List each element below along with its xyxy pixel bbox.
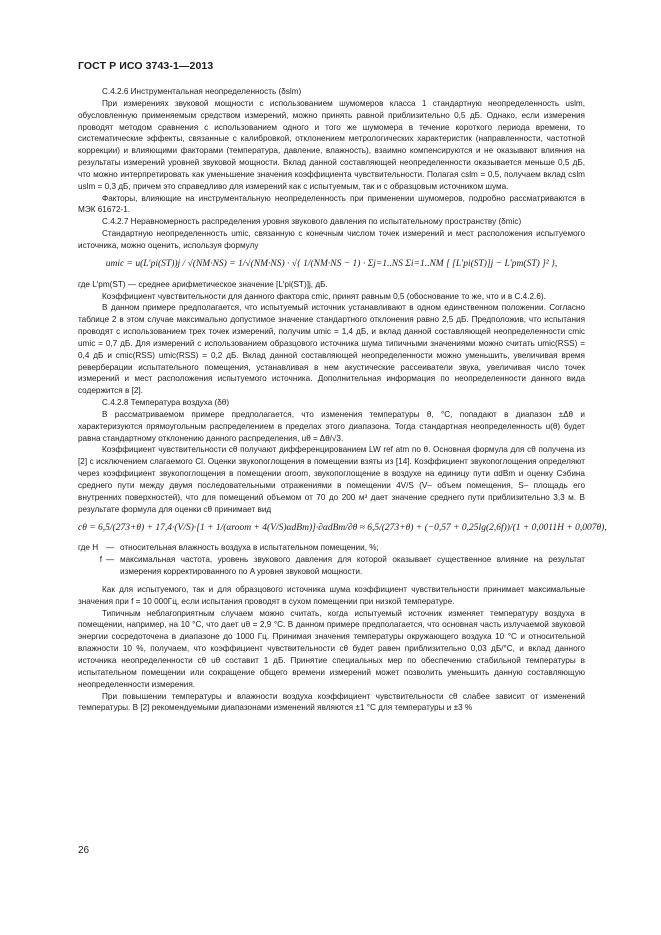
formula-umic: umic = u(L′pi(ST))j / √(NM·NS) = 1/√(NM·NS) · √{ 1/(NM·NS − 1) · Σj=1..NS Σi=1..NM [ [L′pi(ST)]j − L′pm(ST) ]² }, — [105, 258, 558, 269]
page-header-title: ГОСТ Р ИСО 3743-1—2013 — [78, 60, 214, 72]
definition-list — [78, 542, 585, 578]
paragraph: Стандартную неопределенность umic, связанную с конечным числом точек измерений и мест расположения испытуемого источника, можно оценить, используя формулу — [78, 229, 585, 250]
section-heading-c427: C.4.2.7 Неравномерность распределения уровня звукового давления по испытательному пространству (δmic) — [102, 217, 522, 227]
section-heading-c426: C.4.2.6 Инструментальная неопределенность (δslm) — [102, 87, 302, 96]
paragraph: где L′pm(ST) — среднее арифметическое значение [L′pi(ST)]j, дБ. — [78, 279, 328, 289]
paragraph: Коэффициент чувствительности cθ получают дифференцированием LW ref atm по θ. Основная формула для cθ получена из [2] с исключением слагаемого Cl. Оценки звукопоглощения в помещении взяты из [14]. Коэффициент звукопоглощения определяют через коэффициент звукопоглощения в помещении αroom, звукопоглощение в воздухе на единицу пути αdBm и оценку Сэбина среднего пути между двумя последовательными отражениями в помещении 4V/S (V– объем помещения, S– площадь его внутренних поверхностей), что для помещений объемом от 70 до 200 м³ дает значение среднего пути приблизительно 3,3 м. В результате формула для оценки cθ принимает вид — [78, 445, 585, 514]
page-content — [78, 86, 607, 714]
paragraph: При повышении температуры и влажности воздуха коэффициент чувствительности cθ слабее зависит от изменений температуры. В [2] рекомендуемыми диапазонами изменений являются ±1 °C для температуры и ±3 % — [78, 691, 585, 713]
paragraph: В данном примере предполагается, что испытуемый источник устанавливают в одном единственном положении. Согласно таблице 2 в этом случае максимально допустимое значение стандартного отклонения равно 2,5 дБ. Предположив, что испытания проводят с использованием трех точек измерений, получим umic = 1,4 дБ, и вклад данной составляющей неопределенности cmic umic = 0,7 дБ. Для измерений с использованием образцового источника шума типичными значениями можно считать umic(RSS) = 0,4 дБ и cmic(RSS) umic(RSS) = 0,2 дБ. Вклад данной составляющей неопределенности можно уменьшить, увеличивая время реверберации испытательного помещения, устанавливая в нем акустические рассеиватели звука, увеличивая число точек измерений и мест расположения испытуемого источника. Дополнительная информация по неопределенности данного вида содержится в [2]. — [78, 303, 585, 396]
paragraph: В рассматриваемом примере предполагается, что изменения температуры θ, °C, попадают в диапазон ±Δθ и характеризуются прямоугольным распределением в пределах этого диапазона. Тогда стандартная неопределенность u(θ) будет равна стандартному отклонению данного распределения, uθ = Δθ/√3. — [78, 409, 585, 443]
page-number: 26 — [78, 845, 90, 856]
definition-symbol: f — [99, 555, 102, 565]
section-heading-c428: C.4.2.8 Температура воздуха (δθ) — [102, 398, 230, 408]
definition-text: максимальная частота, уровень звукового давления для которой оказывает существенное влияние на результат измерения корректированного по A уровня звуковой мощности. — [120, 555, 585, 577]
paragraph: Коэффициент чувствительности для данного фактора cmic, принят равным 0,5 (обоснование то же, что и в C.4.2.6). — [102, 291, 546, 301]
formula-c-theta: cθ = 6,5/(273+θ) + 17,4·(V/S)·[1 + 1/(αroom + 4(V/S)αdBm)]·∂αdBm/∂θ ≈ 6,5/(273+θ) + (−0,57 + 0,25lg(2,6f))/(1 + 0,0011H + 0,007θ), — [78, 522, 607, 533]
paragraph: Типичным неблагоприятным случаем можно считать, когда испытуемый источник изменяет температуру воздуха в помещении, например, на 10 °C, что дает uθ = 2,9 °C. В данном примере предполагается, что основная часть излучаемой звуковой энергии сосредоточена в диапазоне до 1000 Гц. Принимая значения температуры окружающего воздуха 10 °C и относительной влажности 10 %, получаем, что коэффициент чувствительности cθ будет равен приблизительно 0,03 дБ/°C, и вклад данного источника неопределенности cθ uθ составит 1 дБ. Принятие специальных мер по обеспечению стабильной температуры в испытательном помещении или сокращение общего времени измерений может позволить уменьшить данную составляющую неопределенности измерения. — [78, 608, 585, 689]
definition-dash: — — [106, 543, 115, 553]
paragraph: Факторы, влияющие на инструментальную неопределенность при применении шумомеров, подробно рассматриваются в МЭК 61672-1. — [78, 193, 585, 215]
paragraph: Как для испытуемого, так и для образцового источника шума коэффициент чувствительности принимает максимальные значения при f = 10 000Гц, если испытания проводят в сухом помещении при низкой температуре. — [78, 584, 585, 606]
paragraph: При измерениях звуковой мощности с использованием шумомеров класса 1 стандартную неопределенность uslm, обусловленную применяемым средством измерений, можно принять равной приблизительно 0,5 дБ. Однако, если измерения проводят методом сравнения с использованием одного и того же шумомера в течение короткого периода времени, то систематические эффекты, связанные с калибровкой, отклонением метрологических характеристик (направленности, частотной коррекции) и влияющими факторами (температура, давление, влажность), взаимно компенсируются и не оказывают влияния на результаты измерений уровней звуковой мощности. Вклад данной составляющей неопределенности оказывается меньше 0,5 дБ, что можно интерпретировать как уменьшение значения коэффициента чувствительности. Полагая cslm = 0,5, получаем вклад cslm uslm = 0,3 дБ, причем это справедливо для измерений как с испытуемым, так и с образцовым источником шума. — [78, 98, 585, 191]
definition-text: относительная влажность воздуха в испытательном помещении, %; — [120, 543, 379, 553]
definition-dash: — — [106, 555, 115, 565]
definition-symbol: где H — [78, 543, 99, 553]
